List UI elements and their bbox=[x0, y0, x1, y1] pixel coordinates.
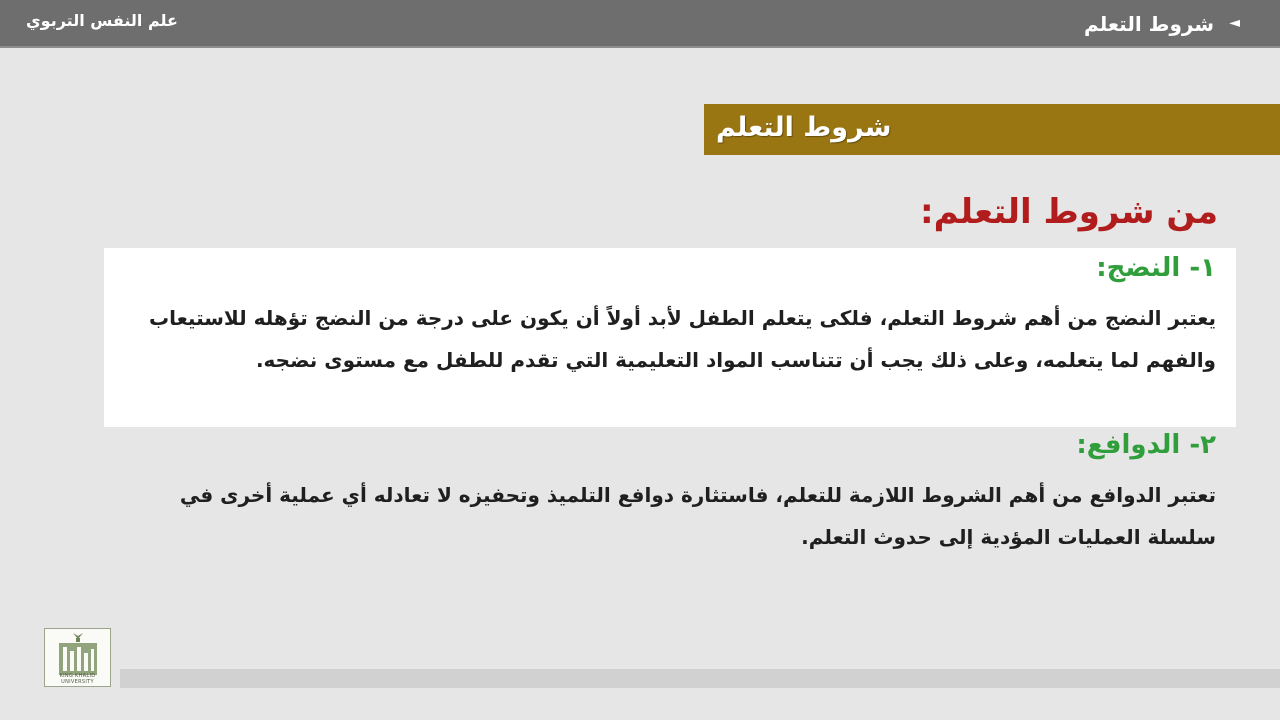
breadcrumb[interactable]: شروط التعلم bbox=[1084, 12, 1214, 36]
section-header bbox=[704, 104, 1280, 155]
back-arrow-icon[interactable]: ◄ bbox=[1229, 15, 1240, 31]
university-logo bbox=[44, 628, 111, 687]
item-heading-maturity: ١- النضج: bbox=[1096, 253, 1216, 283]
section-title: شروط التعلم bbox=[716, 112, 892, 143]
progress-bar[interactable] bbox=[120, 669, 1280, 688]
item-text-motives: تعتبر الدوافع من أهم الشروط اللازمة للتعلم، فاستثارة دوافع التلميذ وتحفيزه لا تعادله أي عملية أخرى في سلسلة العمليات المؤدية إلى حدوث التعلم. bbox=[179, 483, 1216, 549]
course-title: علم النفس التربوي bbox=[26, 11, 178, 30]
logo-caption: KING KHALID UNIVERSITY bbox=[59, 673, 96, 685]
university-seal-icon bbox=[45, 629, 110, 679]
top-bar bbox=[0, 0, 1280, 48]
item-text-maturity: يعتبر النضج من أهم شروط التعلم، فلكى يتعلم الطفل لأبد أولاً أن يكون على درجة من النضج تؤهله للاستيعاب والفهم لما يتعلمه، وعلى ذلك يجب أن تتناسب المواد التعليمية التي تقدم للطفل مع مستوى نضجه. bbox=[149, 306, 1216, 372]
main-heading: من شروط التعلم: bbox=[920, 192, 1218, 232]
item-heading-motives: ٢- الدوافع: bbox=[1076, 430, 1216, 460]
